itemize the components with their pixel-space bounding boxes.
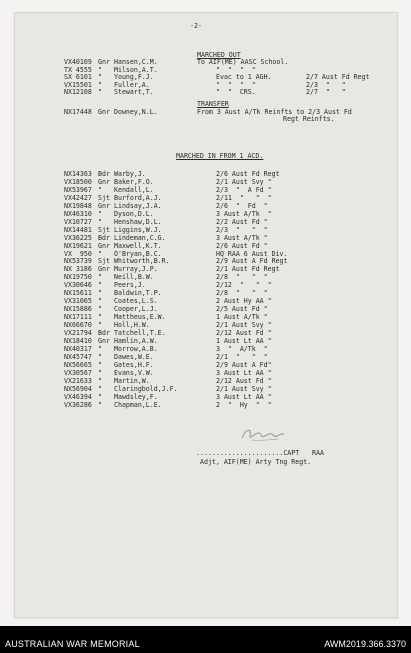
list-item (0, 235, 411, 243)
unit: 2/8 " " " (216, 289, 268, 298)
unit: 2/1 Aust Fd Regt (216, 265, 280, 274)
rank: Gnr (98, 201, 110, 210)
service-number: VX21633 (64, 376, 92, 385)
service-number: VX21794 (64, 329, 92, 337)
rank: " (98, 305, 102, 314)
service-number: VX15501 (64, 80, 92, 89)
page-number: -2- (190, 22, 202, 30)
rank: Sjt (98, 225, 110, 234)
unit: 3 Aust A/Tk " (216, 209, 272, 218)
list-item (0, 370, 411, 378)
soldier-name: Fuller,A. (114, 80, 150, 89)
service-number: VX18500 (64, 177, 92, 186)
service-number: VX40109 (64, 58, 92, 66)
service-number: NX15611 (64, 289, 92, 298)
soldier-name: Hansen,C.M. (114, 58, 158, 66)
unit: 3 Aust A/Tk " (216, 233, 268, 242)
unit: 2/7 " " (306, 88, 346, 97)
rank: Gnr (98, 108, 110, 116)
rank: Gnr (98, 58, 110, 66)
unit: 1 Aust Lt AA " (216, 336, 272, 345)
rank: " (98, 65, 102, 74)
soldier-name: Dawes,W.E. (114, 352, 154, 361)
list-item (0, 179, 411, 187)
marched-out-heading: MARCHED OUT (197, 51, 241, 59)
soldier-name: Young,F.J. (114, 73, 154, 82)
service-number: NX56904 (64, 384, 92, 393)
rank: " (98, 297, 102, 306)
service-number: VX30646 (64, 281, 92, 290)
soldier-name: Peers,J. (114, 281, 146, 290)
rank: " (98, 217, 102, 226)
list-item (0, 362, 411, 370)
list-item (0, 346, 411, 354)
unit: 2/9 Aust A Fd Regt (216, 257, 288, 266)
rank: " (98, 368, 102, 377)
rank: " (98, 209, 102, 218)
soldier-name: Morrow,A.B. (114, 344, 158, 353)
soldier-name: Baker,F.O. (114, 177, 154, 186)
unit: 2/1 " " " (216, 352, 268, 361)
service-number: NX53739 (64, 257, 92, 266)
soldier-name: Murray,J.P. (114, 265, 158, 274)
unit: 2 " Hy " " (216, 400, 272, 409)
list-item (0, 266, 411, 274)
service-number: NX17111 (64, 313, 92, 322)
service-number: NX19621 (64, 241, 92, 250)
transfer-heading: TRANSFER (197, 100, 229, 108)
list-item (0, 306, 411, 314)
unit: 2/3 " " " (216, 225, 268, 234)
rank: Gnr (98, 241, 110, 250)
marched-out-subheading: To AIF(ME) AASC School. (197, 58, 289, 66)
service-number: VX30567 (64, 368, 92, 377)
rank: " (98, 249, 102, 258)
unit: 2/3 " A Fd " (216, 185, 272, 194)
unit: 2/11 " " " (216, 193, 272, 202)
rank: " (98, 360, 102, 369)
unit: 2/1 Aust Svy " (216, 177, 272, 186)
rank: " (98, 313, 102, 322)
rank: " (98, 392, 102, 401)
soldier-name: Dyson,D.L. (114, 209, 154, 218)
unit: 2/6 Aust Fd " (216, 241, 268, 250)
service-number: NX53967 (64, 185, 92, 194)
service-number: NX40317 (64, 344, 92, 353)
list-item (0, 354, 411, 362)
signatory-corps: RAA (312, 449, 324, 457)
service-number: VX36225 (64, 233, 92, 242)
list-item (0, 195, 411, 203)
destination: " " " " (216, 65, 256, 74)
service-number: NX17448 (64, 108, 92, 116)
list-item (0, 298, 411, 306)
list-item (0, 227, 411, 235)
list-item (0, 211, 411, 219)
service-number: NX66670 (64, 321, 92, 330)
rank: Sjt (98, 193, 110, 202)
unit: 2/3 " " (306, 80, 346, 89)
footer-bar (0, 626, 411, 653)
service-number: VX46394 (64, 392, 92, 401)
unit: 2 Aust Hy AA " (216, 297, 272, 306)
soldier-name: Kendall,L. (114, 185, 154, 194)
rank: " (98, 273, 102, 282)
service-number: NX19848 (64, 201, 92, 210)
unit: 2/6 Aust Fd Regt (216, 170, 280, 178)
service-number: NX14363 (64, 170, 92, 178)
list-item (0, 386, 411, 394)
list-item (0, 171, 411, 179)
soldier-name: Holl,H.W. (114, 321, 150, 330)
soldier-name: Maxwell,K.T. (114, 241, 162, 250)
unit: 2/6 " Fd " (216, 201, 268, 210)
service-number: TX 4555 (64, 65, 92, 74)
list-item (0, 251, 411, 259)
soldier-name: O'Bryan,B.C. (114, 249, 162, 258)
soldier-name: Downey,N.L. (114, 108, 158, 116)
list-item (0, 378, 411, 386)
service-number: VX42427 (64, 193, 92, 202)
destination: " " CRS. (216, 88, 256, 97)
soldier-name: Burford,A.J. (114, 193, 162, 202)
unit: 3 Aust Lt AA " (216, 368, 272, 377)
soldier-name: Baldwin,T.P. (114, 289, 162, 298)
footer-institution: AUSTRALIAN WAR MEMORIAL (5, 639, 140, 649)
unit: 2/8 " " " (216, 273, 268, 282)
list-item (0, 330, 411, 338)
service-number: NX12108 (64, 88, 92, 97)
service-number: VX36286 (64, 400, 92, 409)
list-item (0, 82, 411, 90)
rank: " (98, 400, 102, 409)
destination: Evac to 1 AGH. (216, 73, 272, 82)
list-item (0, 322, 411, 330)
list-item (0, 314, 411, 322)
unit: 2/5 Aust Fd " (216, 305, 268, 314)
service-number: NX46310 (64, 209, 92, 218)
soldier-name: Lindeman,C.G. (114, 233, 166, 242)
soldier-name: Whitworth,B.R. (114, 257, 170, 266)
transfer-text-continued: Regt Reinfts. (283, 115, 335, 123)
service-number: NX56665 (64, 360, 92, 369)
list-item (0, 290, 411, 298)
rank: " (98, 73, 102, 82)
rank: " (98, 376, 102, 385)
rank: Gnr (98, 177, 110, 186)
service-number: NX18410 (64, 336, 92, 345)
soldier-name: Henshaw,D.L. (114, 217, 162, 226)
list-item (0, 187, 411, 195)
soldier-name: Martin,W. (114, 376, 150, 385)
list-item (0, 402, 411, 410)
soldier-name: Tatchell,T.E. (114, 329, 166, 337)
unit: 2/12 Aust Fd " (216, 376, 272, 385)
soldier-name: Hamlin,A.W. (114, 336, 158, 345)
soldier-name: Cooper,L.J. (114, 305, 158, 314)
soldier-name: Lindsay,J.A. (114, 201, 162, 210)
soldier-name: Neill,B.W. (114, 273, 154, 282)
unit: 2/1 Aust Svy " (216, 384, 272, 393)
rank: " (98, 352, 102, 361)
unit: 2/1 Aust Svy " (216, 321, 272, 330)
list-item (0, 203, 411, 211)
soldier-name: Milson,A.T. (114, 65, 158, 74)
service-number: NX14481 (64, 225, 92, 234)
rank: " (98, 88, 102, 97)
unit: 3 " A/Tk " (216, 344, 268, 353)
soldier-name: Warby,J. (114, 170, 146, 178)
unit: 1 Aust A/Tk " (216, 313, 268, 322)
soldier-name: Coates,L.S. (114, 297, 158, 306)
unit: 2/7 Aust Fd Regt (306, 73, 370, 82)
soldier-name: Evans,V.W. (114, 368, 154, 377)
rank: " (98, 289, 102, 298)
service-number: NX19750 (64, 273, 92, 282)
transfer-text: From 3 Aust A/Tk Reinfts to 2/3 Aust Fd (197, 108, 352, 116)
unit: HQ RAA 6 Aust Div. (216, 249, 288, 258)
list-item (0, 74, 411, 82)
soldier-name: Claringbold,J.F. (114, 384, 178, 393)
soldier-name: Liggins,W.J. (114, 225, 162, 234)
unit: 3 Aust Lt AA " (216, 392, 272, 401)
rank: " (98, 281, 102, 290)
rank: Gnr (98, 336, 110, 345)
soldier-name: Stewart,T. (114, 88, 154, 97)
service-number: NX15886 (64, 305, 92, 314)
rank: " (98, 344, 102, 353)
marched-in-heading: MARCHED IN FROM 1 ACD. (176, 152, 264, 160)
soldier-name: Gates,H.F. (114, 360, 154, 369)
signatory-title: Adjt, AIF(ME) Arty Tng Regt. (200, 458, 312, 466)
destination: " " " " (216, 80, 256, 89)
rank: " (98, 185, 102, 194)
service-number: VX31065 (64, 297, 92, 306)
soldier-name: Chapman,L.E. (114, 400, 162, 409)
list-item (0, 59, 411, 67)
list-item (0, 274, 411, 282)
rank: Bdr (98, 233, 110, 242)
unit: 2/12 Aust Fd " (216, 329, 272, 337)
soldier-name: Mattheus,E.W. (114, 313, 166, 322)
list-item (0, 219, 411, 227)
service-number: VX 950 (64, 249, 92, 258)
rank: " (98, 321, 102, 330)
footer-accession-number: AWM2019.366.3370 (324, 639, 406, 649)
rank: Gnr (98, 265, 110, 274)
rank: " (98, 80, 102, 89)
list-item (0, 282, 411, 290)
handwritten-signature (238, 424, 290, 444)
unit: 2/2 Aust Fd " (216, 217, 268, 226)
signature-line: ......................CAPT (196, 449, 300, 457)
list-item (0, 258, 411, 266)
rank: Bdr (98, 170, 110, 178)
service-number: NX45747 (64, 352, 92, 361)
service-number: VX10727 (64, 217, 92, 226)
unit: 2/12 " " " (216, 281, 272, 290)
list-item (0, 243, 411, 251)
list-item (0, 394, 411, 402)
rank: Bdr (98, 329, 110, 337)
list-item (0, 89, 411, 97)
rank: Sjt (98, 257, 110, 266)
service-number: NX 3186 (64, 265, 92, 274)
service-number: SX 6101 (64, 73, 92, 82)
soldier-name: Mawdsley,F. (114, 392, 158, 401)
transfer-row (0, 109, 411, 117)
rank: " (98, 384, 102, 393)
unit: 2/9 Aust A Fd" (216, 360, 272, 369)
list-item (0, 338, 411, 346)
